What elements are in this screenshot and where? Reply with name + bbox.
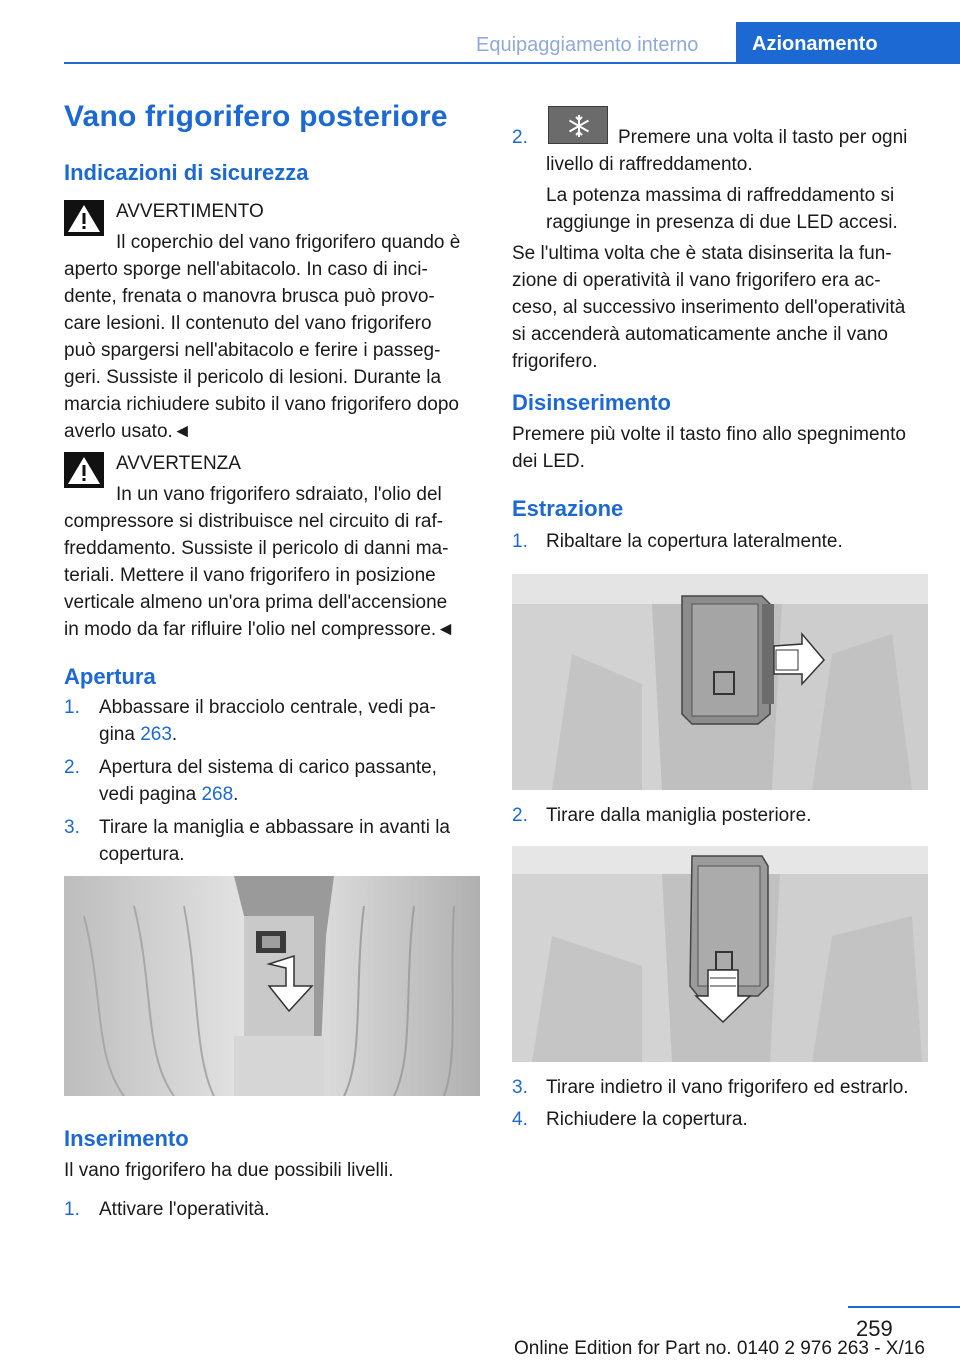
- warning1-label: AVVERTIMENTO: [116, 201, 264, 222]
- insert-heading: Inserimento: [64, 1126, 189, 1151]
- step-text: copertura.: [99, 844, 185, 865]
- warning1-line: care lesioni. Il contenuto del vano frigorifero: [64, 313, 432, 334]
- off-heading: Disinserimento: [512, 390, 671, 415]
- warning2-line: teriali. Mettere il vano frigorifero in posizione: [64, 565, 436, 586]
- warning1-line: geri. Sussiste il pericolo di lesioni. Durante la: [64, 367, 442, 388]
- warning1-line: può spargersi nell'abitacolo e ferire i passeg-: [64, 340, 441, 361]
- warning2-label: AVVERTENZA: [116, 453, 241, 474]
- step-text: Tirare la maniglia e abbassare in avanti la: [99, 817, 450, 838]
- para-line: si accenderà automaticamente anche il vano: [512, 324, 889, 345]
- step-number: 3.: [512, 1077, 528, 1098]
- step-number: 2.: [64, 757, 80, 778]
- step-number: 4.: [512, 1109, 528, 1130]
- step-text: Richiudere la copertura.: [546, 1109, 748, 1130]
- warning-icon: [64, 200, 104, 236]
- step-text: vedi pagina 268.: [99, 784, 239, 805]
- step-text: Tirare indietro il vano frigorifero ed estrarlo.: [546, 1077, 909, 1098]
- step-text: livello di raffreddamento.: [546, 154, 753, 175]
- warning2-line: in modo da far rifluire l'olio nel compressore.◄: [64, 619, 455, 640]
- para-line: Se l'ultima volta che è stata disinserita la fun-: [512, 243, 892, 264]
- warning2-line: In un vano frigorifero sdraiato, l'olio del: [116, 484, 442, 505]
- warning1-line: averlo usato.◄: [64, 421, 192, 442]
- para-line: zione di operatività il vano frigorifero era ac-: [512, 270, 881, 291]
- insert-text: Il vano frigorifero ha due possibili livelli.: [64, 1160, 394, 1181]
- step-text: Abbassare il bracciolo centrale, vedi pa-: [99, 697, 436, 718]
- para-line: frigorifero.: [512, 351, 598, 372]
- extract-heading: Estrazione: [512, 496, 624, 521]
- para-line: ceso, al successivo inserimento dell'operatività: [512, 297, 906, 318]
- step-text: gina 263.: [99, 724, 178, 745]
- step-text: Tirare dalla maniglia posteriore.: [546, 805, 812, 826]
- warning2-line: compressore si distribuisce nel circuito di raf-: [64, 511, 444, 532]
- step-number: 1.: [512, 531, 528, 552]
- step-text: Premere una volta il tasto per ogni: [618, 127, 908, 148]
- page-title: Vano frigorifero posteriore: [64, 100, 448, 133]
- step-number: 3.: [64, 817, 80, 838]
- header-section-title[interactable]: Equipaggiamento interno: [476, 34, 699, 56]
- edition-note: Online Edition for Part no. 0140 2 976 263 - X/16: [514, 1338, 925, 1359]
- warning2-line: freddamento. Sussiste il pericolo di danni ma-: [64, 538, 449, 559]
- step-text: Attivare l'operatività.: [99, 1199, 270, 1220]
- step-note: La potenza massima di raffreddamento si: [546, 185, 895, 206]
- warning1-line: dente, frenata o manovra brusca può provo-: [64, 286, 435, 307]
- warning1-line: Il coperchio del vano frigorifero quando è: [116, 232, 461, 253]
- warning2-line: verticale almeno un'ora prima dell'accensione: [64, 592, 448, 613]
- step-text: Ribaltare la copertura lateralmente.: [546, 531, 843, 552]
- off-line: Premere più volte il tasto fino allo spegnimento: [512, 424, 906, 445]
- step-number: 1.: [64, 697, 80, 718]
- step-text: Apertura del sistema di carico passante,: [99, 757, 437, 778]
- step-number: 2.: [512, 127, 528, 148]
- fridge-cover-illustration: [512, 574, 928, 790]
- step-number: 2.: [512, 805, 528, 826]
- header-chapter-tab[interactable]: Azionamento: [736, 22, 960, 64]
- warning1-line: marcia richiudere subito il vano frigorifero dopo: [64, 394, 459, 415]
- armrest-illustration: [64, 876, 480, 1096]
- footer-rule: [848, 1306, 960, 1308]
- fridge-handle-illustration: [512, 846, 928, 1062]
- safety-heading: Indicazioni di sicurezza: [64, 160, 309, 185]
- snowflake-button[interactable]: [548, 106, 608, 144]
- step-note: raggiunge in presenza di due LED accesi.: [546, 212, 898, 233]
- page-link[interactable]: 263: [140, 724, 172, 745]
- opening-heading: Apertura: [64, 664, 156, 689]
- page-link[interactable]: 268: [201, 784, 234, 805]
- warning1-line: aperto sporge nell'abitacolo. In caso di inci-: [64, 259, 428, 280]
- warning-icon: [64, 452, 104, 488]
- page-number: 259: [856, 1316, 893, 1341]
- snowflake-icon: [549, 107, 609, 145]
- off-line: dei LED.: [512, 451, 585, 472]
- step-number: 1.: [64, 1199, 80, 1220]
